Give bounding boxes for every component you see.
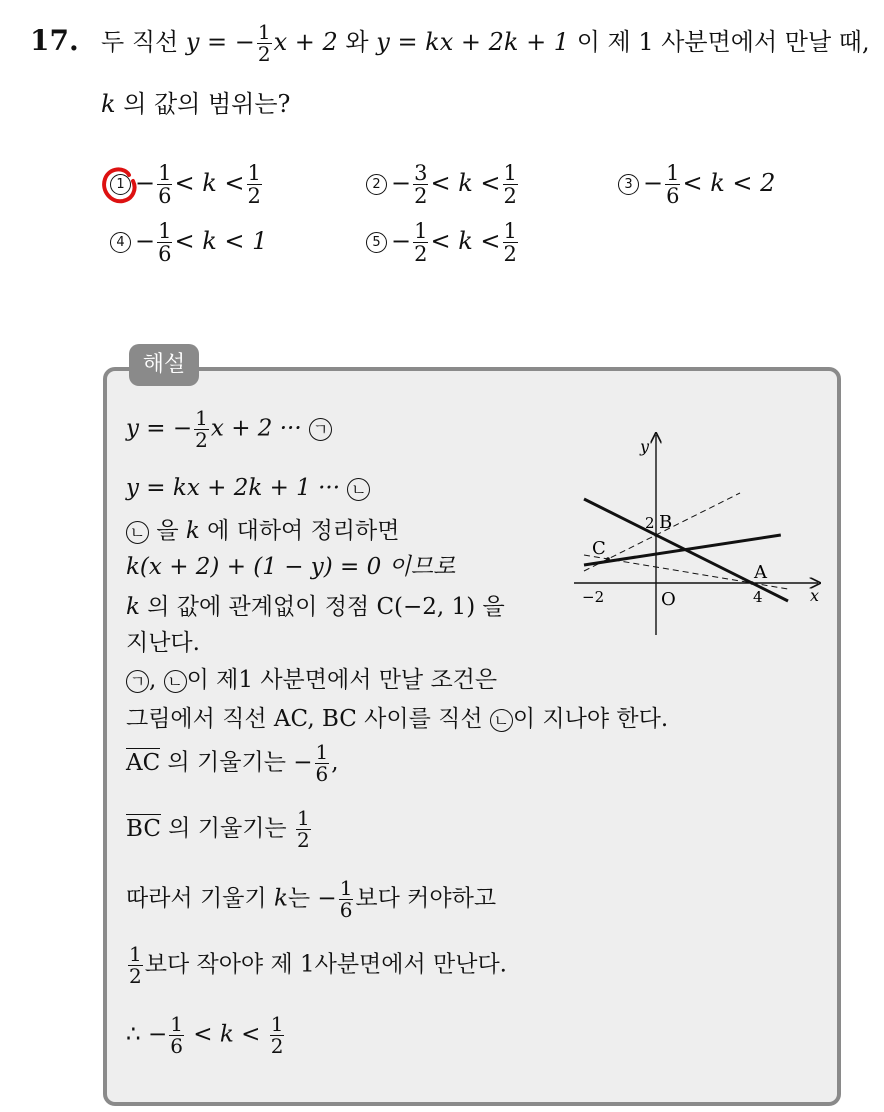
tick-4: 4 [753,588,763,606]
solution-line-7: ㄱ , ㄴ 이 제1 사분면에서 만날 조건은 [126,661,497,694]
solution-conclusion: ∴ − $\frac{1}{6}$ < k < $\frac{1}{2}$ [126,1012,284,1058]
eq1-eq: = − [199,28,255,56]
solution-line-1: y = − $\frac{1}{2}$ x + 2 ··· ㄱ [126,408,332,451]
x-axis-label: x [810,586,820,605]
statement-and: 와 [345,28,369,56]
solution-tag: 해설 [129,344,199,386]
solution-line-6: 지난다. [126,630,200,656]
point-c-label: C [592,538,606,559]
segment-ac: AC [126,749,161,776]
circled-nieun-icon: ㄴ [490,709,513,732]
eq1-fraction: $\frac{1}{2}$ [257,20,271,66]
tick-neg2: −2 [582,588,605,606]
origin-label: O [661,589,676,610]
choice-5-marker: 5 [366,232,387,253]
solution-line-5: k 의 값에 관계없이 정점 C(−2, 1) 을 [126,594,505,620]
circled-giyeok-icon: ㄱ [309,418,332,441]
statement-text-b: 이 제 1 사분면에서 만날 때, [576,28,870,56]
solution-line-2: y = kx + 2k + 1 ··· ㄴ [126,475,370,501]
choice-3-marker: 3 [618,174,639,195]
point-c [606,557,610,561]
choice-5[interactable]: 5 − $\frac{1}{2}$ < k < $\frac{1}{2}$ [366,220,520,265]
choice-2-marker: 2 [366,174,387,195]
choice-4-marker: 4 [110,232,131,253]
graph [560,430,832,640]
choice-4[interactable]: 4 − $\frac{1}{6}$ < k < 1 [110,220,267,265]
answer-mark-icon [99,163,143,207]
eq1-tail: x + 2 [273,28,338,56]
segment-bc: BC [126,815,161,842]
eq1-lhs: y [185,28,200,56]
solution-line-11: 따라서 기울기 k는 − $\frac{1}{6}$ 보다 커야하고 [126,876,497,922]
problem-statement-line1 [101,22,870,65]
point-b [654,533,658,537]
choice-1[interactable]: 1 − $\frac{1}{6}$ < k < $\frac{1}{2}$ [110,162,264,207]
point-a-label: A [754,562,767,583]
statement-text: 두 직선 [101,28,179,56]
solution-line-3: ㄴ 을 k 에 대하여 정리하면 [126,512,399,545]
choice-1-marker: 1 [110,174,131,195]
y-axis-label: y [640,437,650,456]
circled-nieun-icon: ㄴ [126,521,149,544]
solution-line-8: 그림에서 직선 AC, BC 사이를 직선 ㄴ 이 지나야 한다. [126,706,669,732]
circled-nieun-icon: ㄴ [164,670,187,693]
circled-nieun-icon: ㄴ [347,478,370,501]
problem-statement-line2: k 의 값의 범위는? [101,90,291,118]
series-line-2 [584,535,781,565]
choice-2[interactable]: 2 − $\frac{3}{2}$ < k < $\frac{1}{2}$ [366,162,520,207]
solution-line-bc: BC 의 기울기는 $\frac{1}{2}$ [126,806,310,852]
problem-number: 17. [30,24,79,57]
choice-3[interactable]: 3 − $\frac{1}{6}$ < k < 2 [618,162,775,207]
solution-line-ac: AC 의 기울기는 − $\frac{1}{6}$ , [126,740,339,786]
eq2: y = kx + 2k + 1 [376,28,570,56]
point-b-label: B [659,512,673,533]
solution-line-4: k(x + 2) + (1 − y) = 0 이므로 [126,554,456,580]
tick-2: 2 [645,514,655,532]
circled-giyeok-icon: ㄱ [126,670,149,693]
solution-line-12: $\frac{1}{2}$ 보다 작아야 제 1사분면에서 만난다. [129,942,507,988]
